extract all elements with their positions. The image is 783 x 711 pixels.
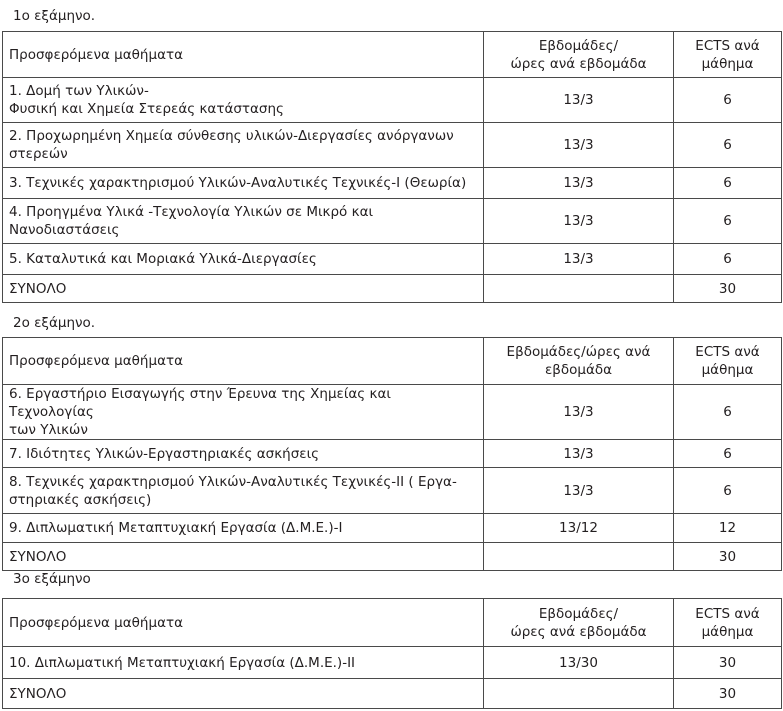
total-ects: 30 (674, 543, 782, 571)
course-hours: 13/3 (484, 123, 674, 168)
course-ects: 6 (674, 78, 782, 123)
header-ects: ECTS ανά μάθημα (674, 599, 782, 647)
header-hours: Εβδομάδες/ ώρες ανά εβδομάδα (484, 599, 674, 647)
table-row (3, 385, 782, 440)
table-row (3, 168, 782, 199)
total-hours (484, 543, 674, 571)
course-name: 8. Τεχνικές χαρακτηρισμού Υλικών-Αναλυτικές Τεχνικές-ΙΙ ( Εργα- στηριακές ασκήσεις) (3, 468, 484, 514)
table-row (3, 647, 782, 679)
course-hours: 13/3 (484, 78, 674, 123)
course-ects: 6 (674, 123, 782, 168)
header-courses: Προσφερόμενα μαθήματα (3, 599, 484, 647)
course-ects: 6 (674, 199, 782, 244)
course-ects: 6 (674, 440, 782, 468)
course-hours: 13/3 (484, 199, 674, 244)
header-ects: ECTS ανά μάθημα (674, 32, 782, 78)
semester-table (2, 337, 782, 571)
semester-title: 1ο εξάμηνο. (13, 8, 96, 24)
course-name: 7. Ιδιότητες Υλικών-Εργαστηριακές ασκήσεις (3, 440, 484, 468)
course-name: 1. Δομή των Υλικών- Φυσική και Χημεία Στερεάς κατάστασης (3, 78, 484, 123)
table-row (3, 514, 782, 543)
semester-table (2, 598, 782, 709)
header-ects: ECTS ανά μάθημα (674, 338, 782, 385)
semester-table (2, 31, 782, 303)
course-name: 6. Εργαστήριο Εισαγωγής στην Έρευνα της Χημείας και Τεχνολογίας των Υλικών (3, 385, 484, 440)
table-row (3, 468, 782, 514)
table-row (3, 78, 782, 123)
table-row (3, 244, 782, 275)
table-row (3, 199, 782, 244)
course-hours: 13/3 (484, 385, 674, 440)
course-hours: 13/12 (484, 514, 674, 543)
total-label: ΣΥΝΟΛΟ (3, 679, 484, 709)
course-name: 5. Καταλυτικά και Μοριακά Υλικά-Διεργασίες (3, 244, 484, 275)
course-ects: 6 (674, 244, 782, 275)
course-name: 9. Διπλωματική Μεταπτυχιακή Εργασία (Δ.Μ.Ε.)-Ι (3, 514, 484, 543)
header-courses: Προσφερόμενα μαθήματα (3, 32, 484, 78)
course-name: 3. Τεχνικές χαρακτηρισμού Υλικών-Αναλυτικές Τεχνικές-Ι (Θεωρία) (3, 168, 484, 199)
total-row (3, 275, 782, 303)
total-label: ΣΥΝΟΛΟ (3, 543, 484, 571)
header-hours: Εβδομάδες/ ώρες ανά εβδομάδα (484, 32, 674, 78)
header-row (3, 32, 782, 78)
header-row (3, 599, 782, 647)
header-hours: Εβδομάδες/ώρες ανά εβδομάδα (484, 338, 674, 385)
semester-title: 3ο εξάμηνο (13, 571, 91, 587)
total-hours (484, 679, 674, 709)
semester-title: 2ο εξάμηνο. (13, 315, 96, 331)
course-ects: 30 (674, 647, 782, 679)
course-name: 2. Προχωρημένη Χημεία σύνθεσης υλικών-Διεργασίες ανόργανων στερεών (3, 123, 484, 168)
total-row (3, 543, 782, 571)
course-ects: 12 (674, 514, 782, 543)
course-ects: 6 (674, 168, 782, 199)
total-hours (484, 275, 674, 303)
course-name: 4. Προηγμένα Υλικά -Τεχνολογία Υλικών σε Μικρό και Νανοδιαστάσεις (3, 199, 484, 244)
total-row (3, 679, 782, 709)
course-ects: 6 (674, 385, 782, 440)
course-hours: 13/3 (484, 468, 674, 514)
course-hours: 13/30 (484, 647, 674, 679)
total-ects: 30 (674, 679, 782, 709)
table-row (3, 440, 782, 468)
course-hours: 13/3 (484, 168, 674, 199)
course-hours: 13/3 (484, 440, 674, 468)
total-label: ΣΥΝΟΛΟ (3, 275, 484, 303)
course-hours: 13/3 (484, 244, 674, 275)
table-row (3, 123, 782, 168)
course-ects: 6 (674, 468, 782, 514)
header-courses: Προσφερόμενα μαθήματα (3, 338, 484, 385)
header-row (3, 338, 782, 385)
course-name: 10. Διπλωματική Μεταπτυχιακή Εργασία (Δ.Μ.Ε.)-ΙΙ (3, 647, 484, 679)
total-ects: 30 (674, 275, 782, 303)
